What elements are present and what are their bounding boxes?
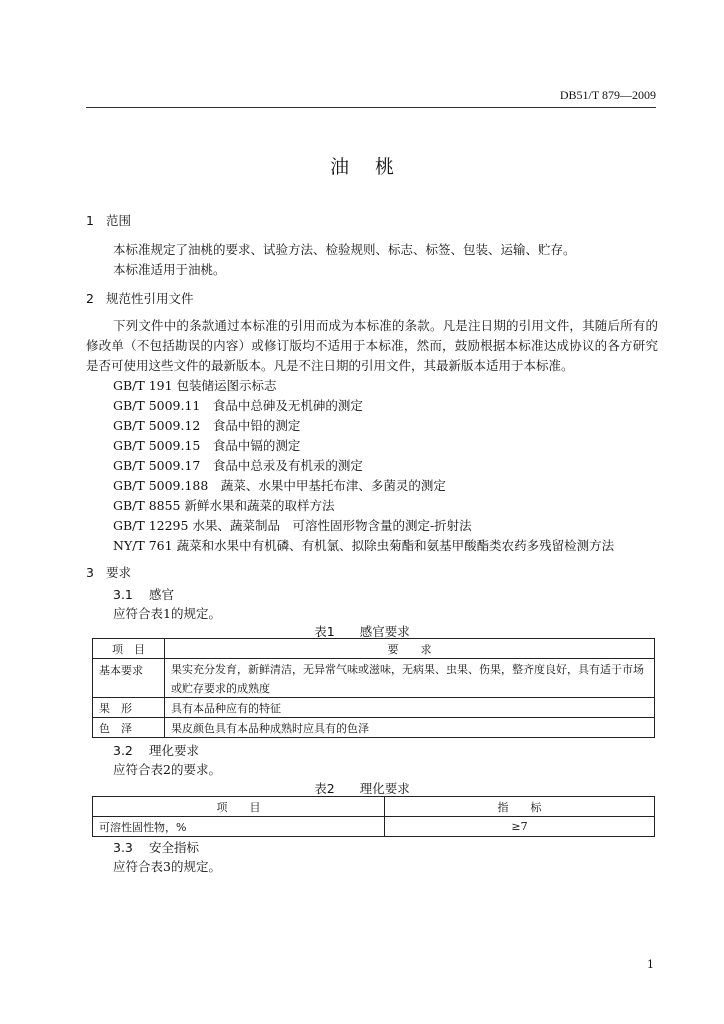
standard-code: DB51/T 879—2009: [559, 88, 656, 102]
subsection-title: 感官: [149, 587, 175, 602]
table-header-row: [93, 797, 655, 817]
table-row: [93, 659, 655, 679]
ref-code: NY/T 761: [113, 538, 173, 553]
section-number: 3: [86, 565, 94, 580]
reference-item: [113, 516, 472, 534]
ref-title: 食品中总汞及有机汞的测定: [212, 458, 363, 473]
sensory-requirements-table: [92, 638, 655, 738]
table-row-continued: [93, 678, 655, 698]
subsection-3-1-heading: [113, 585, 174, 603]
document-title: [0, 152, 724, 179]
reference-item: [113, 536, 614, 554]
scope-line-1: 本标准规定了油桃的要求、试验方法、检验规则、标志、标签、包装、运输、贮存。: [113, 242, 576, 257]
subsection-3-3-heading: [113, 838, 199, 856]
table-row: [93, 817, 655, 837]
table-cell-item: 可溶性固性物，%: [93, 817, 385, 837]
reference-item: [113, 476, 446, 494]
section-number: 2: [86, 291, 94, 306]
table-header-row: [93, 639, 655, 659]
ref-code: GB/T 5009.11: [113, 398, 201, 413]
table-row: [93, 698, 655, 718]
ref-title: 食品中镉的测定: [212, 438, 301, 453]
subsection-number: 3.2: [113, 743, 133, 758]
ref-title: 新鲜水果和蔬菜的取样方法: [184, 498, 335, 513]
reference-item: [113, 376, 277, 394]
table-header-cell: 项 目: [93, 797, 385, 817]
section-1-heading: [86, 211, 131, 229]
reference-item: [113, 396, 363, 414]
table-cell-item: 基本要求: [93, 659, 165, 698]
table-cell-requirement: 或贮存要求的成熟度: [165, 678, 655, 698]
ref-code: GB/T 5009.188: [113, 478, 209, 493]
table-caption-text: 理化要求: [359, 781, 410, 796]
physicochemical-table: [92, 796, 655, 837]
ref-code: GB/T 8855: [113, 498, 181, 513]
table-cell-value: ≥7: [385, 817, 655, 837]
scope-line-2: 本标准适用于油桃。: [113, 262, 226, 277]
section-title: 范围: [106, 213, 132, 228]
section-2-heading: [86, 289, 194, 307]
table-cell-item: 色 泽: [93, 718, 165, 738]
subsection-title: 理化要求: [149, 743, 200, 758]
table-row: [93, 718, 655, 738]
subsection-3-2-heading: [113, 741, 199, 759]
ref-title: 蔬菜、水果中甲基托布津、多菌灵的测定: [220, 478, 446, 493]
section-title: 要求: [106, 565, 132, 580]
table-cell-requirement: 果皮颜色具有本品种成熟时应具有的色泽: [165, 718, 655, 738]
header-rule: [86, 107, 656, 108]
ref-title: 食品中铅的测定: [212, 418, 301, 433]
table-number: 表1: [314, 624, 335, 639]
ref-title: 包装储运图示标志: [176, 378, 277, 393]
section-title: 规范性引用文件: [106, 291, 194, 306]
section-number: 1: [86, 213, 94, 228]
ref-title: 水果、蔬菜制品 可溶性固形物含量的测定-折射法: [192, 518, 472, 533]
subsection-title: 安全指标: [149, 840, 200, 855]
title-char-1: 油: [329, 156, 349, 178]
table-cell-item: 果 形: [93, 698, 165, 718]
subsection-3-1-text: 应符合表1的规定。: [113, 606, 221, 621]
table-number: 表2: [314, 781, 335, 796]
normative-paragraph: 下列文件中的条款通过本标准的引用而成为本标准的条款。凡是注日期的引用文件，其随后所有的修改单（不包括勘误的内容）或修订版均不适用于本标准，然而，鼓励根据本标准达成协议的各方研究是否可使用这些文件的最新版本。凡是不注日期的引用文件，其最新版本适用于本标准。: [86, 318, 658, 373]
ref-title: 食品中总砷及无机砷的测定: [212, 398, 363, 413]
section-3-heading: [86, 563, 131, 581]
subsection-number: 3.3: [113, 840, 133, 855]
ref-title: 蔬菜和水果中有机磷、有机氯、拟除虫菊酯和氨基甲酸酯类农药多残留检测方法: [176, 538, 615, 553]
table-2-caption: [0, 779, 724, 797]
ref-code: GB/T 12295: [113, 518, 189, 533]
subsection-number: 3.1: [113, 587, 133, 602]
title-char-2: 桃: [375, 156, 395, 178]
table-header-cell: 要 求: [165, 639, 655, 659]
table-header-cell: 项 目: [93, 639, 165, 659]
reference-item: [113, 436, 300, 454]
page-number: 1: [647, 958, 654, 971]
table-caption-text: 感官要求: [359, 624, 410, 639]
reference-item: [113, 496, 335, 514]
ref-code: GB/T 5009.17: [113, 458, 201, 473]
table-cell-requirement: 果实充分发育，新鲜清洁，无异常气味或滋味，无病果、虫果、伤果，整齐度良好，具有适于市场: [165, 659, 655, 679]
table-header-cell: 指 标: [385, 797, 655, 817]
subsection-3-2-text: 应符合表2的要求。: [113, 762, 221, 777]
table-cell-requirement: 具有本品种应有的特征: [165, 698, 655, 718]
ref-code: GB/T 5009.15: [113, 438, 201, 453]
subsection-3-3-text: 应符合表3的规定。: [113, 859, 221, 874]
ref-code: GB/T 5009.12: [113, 418, 201, 433]
reference-item: [113, 416, 300, 434]
ref-code: GB/T 191: [113, 378, 173, 393]
reference-item: [113, 456, 363, 474]
